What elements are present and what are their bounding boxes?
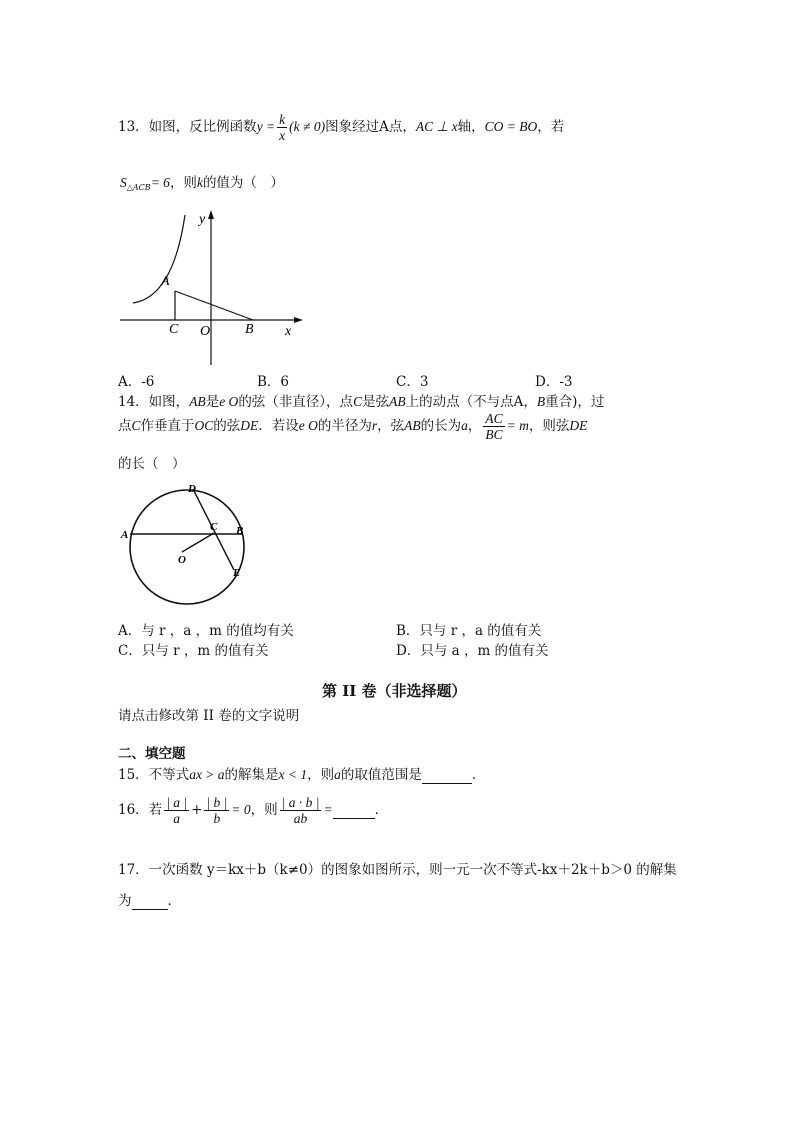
q17-stem-line1: 17．一次函数 y＝kx＋b（k≠0）的图象如图所示，则一元一次不等式-kx＋2k＋b＞0 的解集 (118, 862, 677, 878)
q13-option-b[interactable]: B．6 (257, 374, 290, 390)
abs-ab-over-ab-fraction: $\frac{| a \cdot b |}{ab}$ (281, 795, 320, 826)
q14-figure (118, 480, 258, 620)
q16-stem: 16．若 $\frac{| a |}{a}$ + $\frac{| b |}{b}$ = 0，则 $\frac{| a \cdot b |}{ab}$ = ． (118, 795, 389, 826)
q17-stem-line2: 为 ． (118, 893, 181, 909)
label-d: D (188, 483, 196, 495)
q13-stem-line1: 13．如图，反比例函数y = $\frac{k}{x}$ (k ≠ 0)图象经过A点，AC ⊥ x轴，CO = BO，若 (118, 112, 565, 143)
label-a: A (121, 529, 129, 541)
q15-stem: 15．不等式ax > a的解集是x < 1，则a的取值范围是 ． (118, 767, 486, 783)
label-c: C (210, 521, 218, 533)
answer-blank[interactable] (333, 802, 375, 819)
k-over-x-fraction: $\frac{k}{x}$ (279, 112, 286, 143)
q14-option-d[interactable]: D．只与 a ，m 的值有关 (396, 643, 549, 659)
q14-option-b[interactable]: B．只与 r ，a 的值有关 (396, 623, 542, 639)
answer-blank[interactable] (422, 767, 472, 784)
label-c: C (169, 322, 179, 337)
answer-blank[interactable] (132, 893, 168, 910)
q13-figure (115, 205, 315, 370)
q13-option-a[interactable]: A．-6 (118, 374, 155, 390)
q13-stem-line2: $S_{\triangle ACB}= 6$，则k的值为（ ） (120, 175, 284, 192)
label-y: y (199, 212, 206, 227)
label-x: x (285, 324, 292, 339)
q14-stem-line2: 点C作垂直于OC的弦DE．若设e O的半径为r，弦AB的长为a， $\frac{AC}{BC}$ = m，则弦DE (118, 411, 588, 442)
abs-a-over-a-fraction: $\frac{| a |}{a}$ (166, 795, 188, 826)
part2-note[interactable]: 请点击修改第 II 卷的文字说明 (118, 708, 300, 724)
q13-option-c[interactable]: C．3 (396, 374, 429, 390)
q14-stem-line1: 14．如图，AB是e O的弦（非直径），点C是弦AB上的动点（不与点A，B重合)，过 (118, 394, 605, 410)
q14-option-c[interactable]: C．只与 r ，m 的值有关 (118, 643, 269, 659)
q14-stem-line3: 的长（ ） (118, 456, 186, 472)
label-b: B (245, 322, 254, 337)
part2-title: 第 II 卷（非选择题） (322, 682, 467, 700)
label-b: B (236, 525, 244, 537)
label-o: O (200, 324, 211, 339)
label-e: E (233, 567, 241, 579)
label-o: O (178, 554, 186, 566)
section-heading: 二、填空题 (118, 746, 186, 762)
q13-option-d[interactable]: D．-3 (535, 374, 573, 390)
ac-over-bc-fraction: $\frac{AC}{BC}$ (485, 411, 503, 442)
abs-b-over-b-fraction: $\frac{| b |}{b}$ (206, 795, 228, 826)
label-a: A (161, 274, 170, 289)
q14-option-a[interactable]: A．与 r ，a ，m 的值均有关 (118, 623, 294, 639)
